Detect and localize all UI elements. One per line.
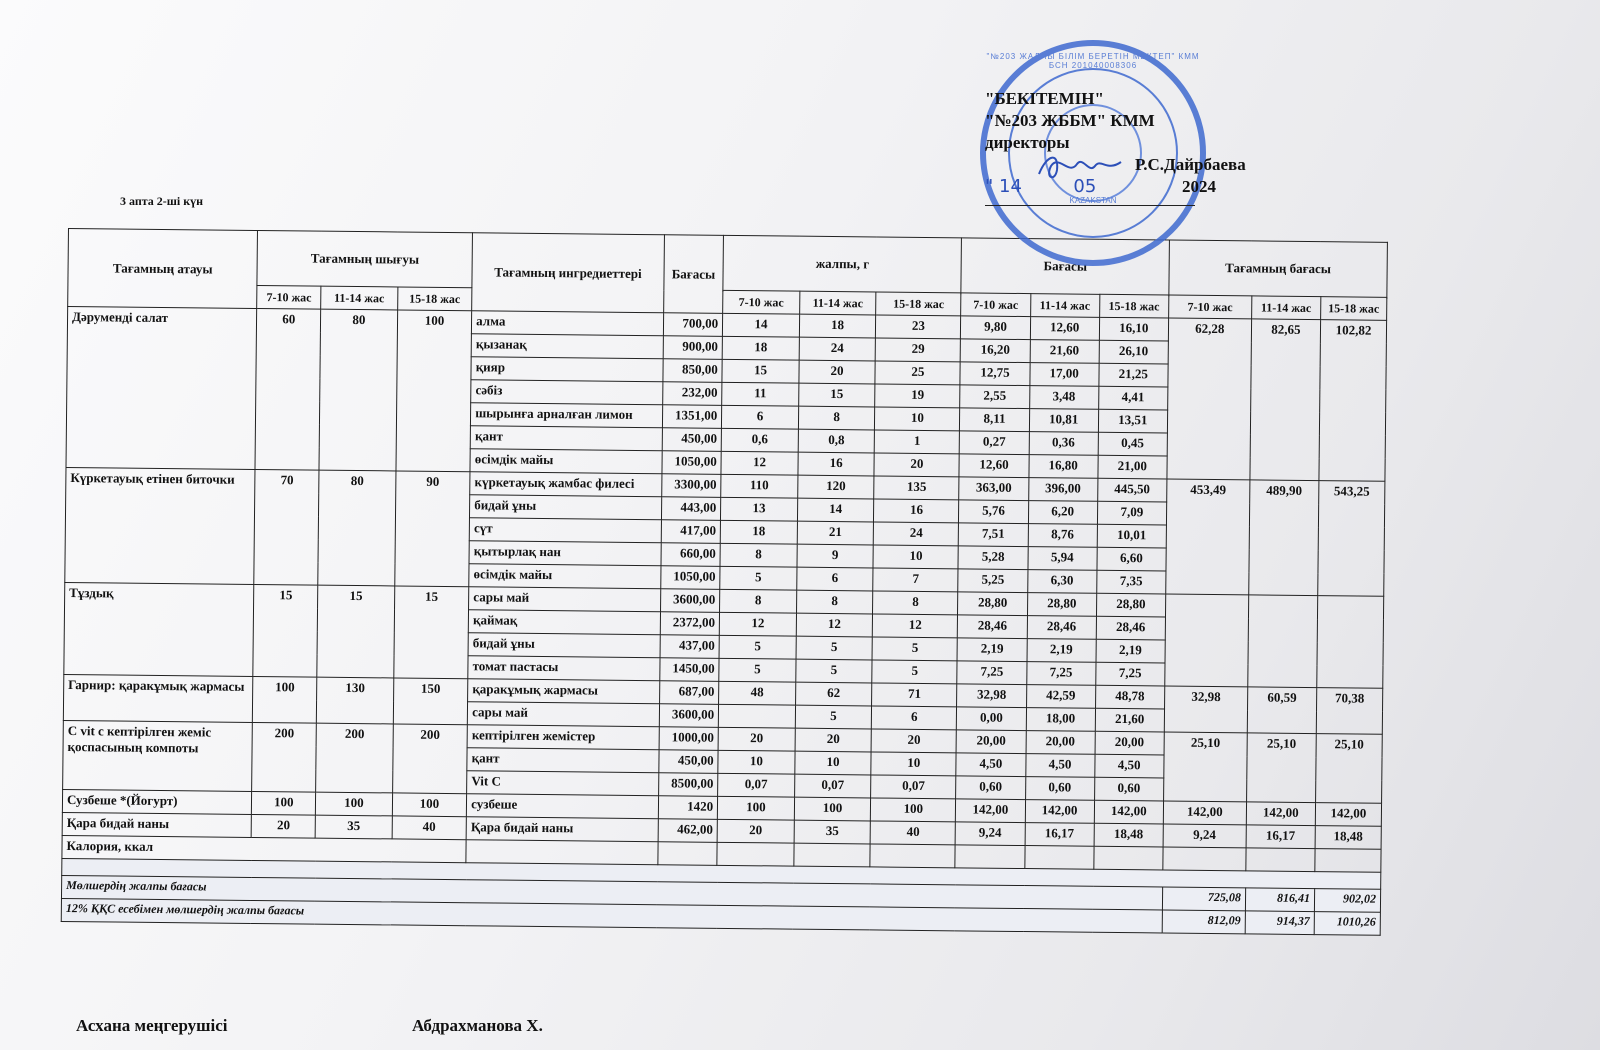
ingredient-grams: 5 xyxy=(719,658,796,682)
ingredient-cost: 8,11 xyxy=(960,408,1029,432)
ingredient-grams: 5 xyxy=(796,659,873,683)
menu-table-body xyxy=(62,307,1386,850)
calories-cell xyxy=(955,845,1024,869)
dish-name: С vit с кептірілген жеміс қоспасының компоты xyxy=(63,720,253,791)
header-dish-name: Тағамның атауы xyxy=(68,229,258,309)
ingredient-cost: 18,48 xyxy=(1094,823,1163,847)
ingredient-grams: 29 xyxy=(875,338,960,362)
date-underline xyxy=(985,205,1195,206)
ingredient-price: 700,00 xyxy=(663,313,723,337)
dish-name: Сузбеше *(Йогурт) xyxy=(62,789,252,814)
ingredient-grams: 9 xyxy=(797,544,874,568)
calories-cell xyxy=(1246,848,1315,872)
ingredient-grams: 18 xyxy=(722,336,799,360)
ingredient-cost: 6,60 xyxy=(1097,547,1166,571)
dish-yield: 100 xyxy=(396,310,472,472)
ingredient-cost: 28,46 xyxy=(1096,616,1165,640)
ingredient-name: қант xyxy=(467,748,659,773)
ingredient-cost: 12,60 xyxy=(959,454,1028,478)
ingredient-grams: 23 xyxy=(876,315,961,339)
ingredient-grams: 5 xyxy=(719,635,796,659)
ingredient-grams: 62 xyxy=(795,682,872,706)
ingredient-price: 3300,00 xyxy=(661,474,721,498)
ingredient-price: 450,00 xyxy=(658,750,718,774)
header-g-age2: 11-14 жас xyxy=(799,291,876,315)
dish-cost: 70,38 xyxy=(1316,688,1383,735)
approval-date xyxy=(985,176,1096,197)
ingredient-grams: 14 xyxy=(797,498,874,522)
calories-cell xyxy=(466,840,658,865)
ingredient-cost: 6,20 xyxy=(1028,501,1097,525)
ingredient-cost: 26,10 xyxy=(1099,340,1168,364)
ingredient-price: 1050,00 xyxy=(660,566,720,590)
header-ingredients: Тағамның ингредиеттері xyxy=(472,233,664,313)
ingredient-price: 850,00 xyxy=(663,359,723,383)
ingredient-name: қияр xyxy=(471,357,663,382)
ingredient-grams: 0,07 xyxy=(718,773,795,797)
ingredient-grams: 15 xyxy=(722,359,799,383)
ingredient-grams: 10 xyxy=(795,751,872,775)
signoff-role: Асхана меңгерушісі xyxy=(76,1016,228,1035)
ingredient-grams: 120 xyxy=(797,475,874,499)
ingredient-cost: 396,00 xyxy=(1028,478,1097,502)
dish-yield: 80 xyxy=(319,309,397,471)
ingredient-grams: 8 xyxy=(720,543,797,567)
ingredient-price: 417,00 xyxy=(661,520,721,544)
week-day-label: 3 апта 2-ші күн xyxy=(120,194,204,208)
dish-yield: 200 xyxy=(392,724,467,794)
ingredient-cost: 7,51 xyxy=(959,523,1028,547)
ingredient-price: 900,00 xyxy=(663,336,723,360)
approval-line-2: "№203 ЖББМ" КММ xyxy=(985,111,1155,130)
ingredient-cost: 16,17 xyxy=(1025,823,1094,847)
vat-total-age2: 914,37 xyxy=(1245,911,1314,935)
dish-yield: 15 xyxy=(317,585,395,678)
dish-cost: 25,10 xyxy=(1316,734,1383,804)
ingredient-cost: 28,46 xyxy=(1027,616,1096,640)
ingredient-name: томат пастасы xyxy=(468,656,660,681)
ingredient-price: 443,00 xyxy=(661,497,721,521)
ingredient-grams: 1 xyxy=(875,430,960,454)
ingredient-grams: 21 xyxy=(797,521,874,545)
calories-cell xyxy=(794,843,871,867)
ingredient-price: 1000,00 xyxy=(659,727,719,751)
ingredient-cost: 7,25 xyxy=(1026,662,1095,686)
ingredient-cost: 7,25 xyxy=(957,661,1026,685)
ingredient-cost: 3,48 xyxy=(1029,386,1098,410)
dish-yield: 15 xyxy=(394,586,469,679)
ingredient-cost: 21,60 xyxy=(1095,708,1164,732)
ingredient-cost: 4,50 xyxy=(956,753,1025,777)
dish-cost: 142,00 xyxy=(1246,802,1315,826)
ingredient-price: 450,00 xyxy=(662,428,722,452)
ingredient-grams: 5 xyxy=(795,705,872,729)
ingredient-name: сары май xyxy=(467,702,659,727)
ingredient-name: сәбіз xyxy=(471,380,663,405)
ingredient-grams: 110 xyxy=(721,474,798,498)
dish-yield: 15 xyxy=(253,584,318,677)
ingredient-cost: 142,00 xyxy=(1094,800,1163,824)
ingredient-cost: 0,36 xyxy=(1029,432,1098,456)
ingredient-grams: 20 xyxy=(717,819,794,843)
dish-cost: 25,10 xyxy=(1246,733,1316,803)
date-day: 14 xyxy=(999,176,1022,197)
dish-yield: 100 xyxy=(253,676,317,723)
dish-yield: 100 xyxy=(316,792,393,816)
ingredient-cost: 16,20 xyxy=(961,339,1030,363)
ingredient-name: бидай ұны xyxy=(470,495,662,520)
ingredient-cost: 2,55 xyxy=(960,385,1029,409)
ingredient-price: 8500,00 xyxy=(658,773,718,797)
ingredient-price: 687,00 xyxy=(659,681,719,705)
ingredient-grams: 7 xyxy=(873,568,958,592)
approval-line-3: директоры xyxy=(985,133,1070,152)
ingredient-grams: 5 xyxy=(796,636,873,660)
ingredient-cost: 5,28 xyxy=(958,546,1027,570)
ingredient-cost: 18,00 xyxy=(1026,708,1095,732)
ingredient-grams: 12 xyxy=(796,613,873,637)
ingredient-grams: 25 xyxy=(875,361,960,385)
ingredient-name: қаймақ xyxy=(468,610,660,635)
ingredient-cost: 4,50 xyxy=(1025,754,1094,778)
ingredient-grams: 100 xyxy=(871,798,956,822)
dish-name: Дәрумендi салат xyxy=(66,307,257,470)
dish-cost: 32,98 xyxy=(1164,686,1247,733)
ingredient-cost: 20,00 xyxy=(1026,731,1095,755)
ingredient-cost: 142,00 xyxy=(1025,800,1094,824)
ingredient-cost: 13,51 xyxy=(1098,409,1167,433)
calories-cell xyxy=(1024,846,1093,870)
ingredient-grams: 24 xyxy=(799,337,876,361)
ingredient-cost: 42,59 xyxy=(1026,685,1095,709)
ingredient-cost: 5,76 xyxy=(959,500,1028,524)
ingredient-price: 1351,00 xyxy=(662,405,722,429)
ingredient-cost: 7,35 xyxy=(1096,570,1165,594)
ingredient-cost: 0,60 xyxy=(956,776,1025,800)
ingredient-cost: 0,00 xyxy=(957,707,1026,731)
dish-name: Гарнир: қаракұмық жармасы xyxy=(63,674,253,722)
ingredient-name: бидай ұны xyxy=(468,633,660,658)
ingredient-price: 660,00 xyxy=(661,543,721,567)
dish-yield: 90 xyxy=(394,471,470,587)
dish-name: Тұздық xyxy=(64,582,254,676)
ingredient-name: Қара бидай наны xyxy=(466,817,658,842)
header-price: Бағасы xyxy=(663,235,723,314)
ingredient-grams: 40 xyxy=(870,821,955,845)
ingredient-grams: 0,6 xyxy=(721,428,798,452)
ingredient-cost: 28,46 xyxy=(958,615,1027,639)
ingredient-cost: 2,19 xyxy=(1096,639,1165,663)
dish-yield: 35 xyxy=(315,815,392,839)
dish-yield: 80 xyxy=(318,470,396,586)
dish-cost: 142,00 xyxy=(1163,801,1246,825)
dish-yield: 70 xyxy=(254,469,319,585)
ingredient-price: 3600,00 xyxy=(659,704,719,728)
header-cost-age3: 15-18 жас xyxy=(1099,294,1168,318)
dish-cost: 489,90 xyxy=(1249,480,1319,596)
ingredient-grams: 0,07 xyxy=(794,774,871,798)
dish-cost: 543,25 xyxy=(1318,481,1385,597)
ingredient-price: 437,00 xyxy=(660,635,720,659)
ingredient-cost: 10,01 xyxy=(1097,524,1166,548)
ingredient-name: сары май xyxy=(469,587,661,612)
ingredient-grams: 135 xyxy=(874,476,959,500)
ingredient-grams: 71 xyxy=(872,683,957,707)
ingredient-cost: 28,80 xyxy=(1096,593,1165,617)
ingredient-grams: 6 xyxy=(722,405,799,429)
ingredient-name: қант xyxy=(470,426,662,451)
vat-total-age3: 1010,26 xyxy=(1314,912,1380,936)
ingredient-name: қытырлақ нан xyxy=(469,541,661,566)
ingredient-grams: 10 xyxy=(875,407,960,431)
ingredient-cost: 21,25 xyxy=(1099,363,1168,387)
ingredient-grams: 5 xyxy=(872,660,957,684)
ingredient-cost: 0,60 xyxy=(1094,777,1163,801)
vat-total-label: 12% ҚҚС есебімен мөлшердің жалпы бағасы xyxy=(61,898,1162,933)
dish-yield: 100 xyxy=(252,791,316,815)
ingredient-grams: 18 xyxy=(799,314,876,338)
ingredient-grams: 0,07 xyxy=(871,775,956,799)
header-dishcost-age3: 15-18 жас xyxy=(1321,297,1387,321)
header-cost-age1: 7-10 жас xyxy=(961,293,1030,317)
header-g-age3: 15-18 жас xyxy=(876,292,961,316)
ingredient-price: 232,00 xyxy=(662,382,722,406)
ingredient-cost: 8,76 xyxy=(1028,524,1097,548)
ingredient-grams: 12 xyxy=(873,614,958,638)
ingredient-name: Vit C xyxy=(467,771,659,796)
ingredient-name: сузбеше xyxy=(467,794,659,819)
ingredient-grams: 20 xyxy=(871,729,956,753)
ingredient-cost: 0,27 xyxy=(960,431,1029,455)
ingredient-cost: 2,19 xyxy=(1027,639,1096,663)
stamp-center-text: KAZAKSTAN xyxy=(1069,196,1117,205)
date-month: 05 xyxy=(1073,176,1097,197)
vat-total-age1: 812,09 xyxy=(1162,910,1245,934)
ingredient-name: қызанақ xyxy=(471,334,663,359)
dish-yield: 150 xyxy=(393,678,468,725)
ingredient-grams: 12 xyxy=(721,451,798,475)
ingredient-grams: 8 xyxy=(798,406,875,430)
ingredient-grams: 10 xyxy=(718,750,795,774)
signoff-name: Абдрахманова Х. xyxy=(412,1016,543,1035)
ingredient-grams: 5 xyxy=(872,637,957,661)
ingredient-grams: 8 xyxy=(873,591,958,615)
header-cost-age2: 11-14 жас xyxy=(1030,294,1099,318)
dish-name: Қара бидай наны xyxy=(62,812,252,837)
dish-name: Күркетауық етінен биточки xyxy=(65,467,256,584)
dish-cost: 82,65 xyxy=(1250,319,1321,481)
header-dishcost-age2: 11-14 жас xyxy=(1251,296,1320,320)
director-name: Р.С.Дайрбаева xyxy=(1135,155,1246,174)
dish-cost: 62,28 xyxy=(1167,318,1252,480)
calories-cell xyxy=(1315,849,1381,873)
ingredient-grams: 16 xyxy=(798,452,875,476)
ingredient-price: 1450,00 xyxy=(659,658,719,682)
dish-cost xyxy=(1165,594,1249,687)
ingredient-cost: 12,75 xyxy=(960,362,1029,386)
ingredient-cost: 17,00 xyxy=(1029,363,1098,387)
ingredient-cost: 32,98 xyxy=(957,684,1026,708)
calories-cell xyxy=(1094,846,1163,870)
ingredient-name: алма xyxy=(472,311,664,336)
dish-cost xyxy=(1248,595,1318,688)
menu-table xyxy=(61,228,1388,936)
ingredient-name: кептірілген жемістер xyxy=(467,725,659,750)
dish-cost: 16,17 xyxy=(1246,825,1315,849)
ingredient-grams: 8 xyxy=(796,590,873,614)
ingredient-cost: 363,00 xyxy=(959,477,1028,501)
ingredient-name: қаракұмық жармасы xyxy=(468,679,660,704)
ingredient-grams: 20 xyxy=(718,727,795,751)
ingredient-cost: 48,78 xyxy=(1095,685,1164,709)
ingredient-cost: 20,00 xyxy=(956,730,1025,754)
calories-label: Калория, ккал xyxy=(62,835,466,862)
approval-line-1: "БЕКІТЕМІН" xyxy=(985,89,1104,108)
ingredient-price: 462,00 xyxy=(658,819,718,843)
ingredient-cost: 6,30 xyxy=(1027,570,1096,594)
ingredient-grams xyxy=(718,704,795,728)
header-dishcost-age1: 7-10 жас xyxy=(1168,295,1251,319)
ingredient-cost: 0,45 xyxy=(1098,432,1167,456)
ingredient-grams: 20 xyxy=(874,453,959,477)
ingredient-cost: 5,25 xyxy=(958,569,1027,593)
calories-cell xyxy=(1163,847,1246,871)
dish-yield: 130 xyxy=(316,677,393,724)
approval-year: 2024 xyxy=(1182,177,1216,196)
dish-cost: 142,00 xyxy=(1315,803,1381,827)
ingredient-cost: 142,00 xyxy=(956,799,1025,823)
ingredient-cost: 10,81 xyxy=(1029,409,1098,433)
ingredient-grams: 8 xyxy=(720,589,797,613)
ingredient-price: 3600,00 xyxy=(660,589,720,613)
ingredient-grams: 35 xyxy=(794,820,871,844)
ingredient-grams: 10 xyxy=(871,752,956,776)
ingredient-price: 1420 xyxy=(658,796,718,820)
dish-yield: 100 xyxy=(392,793,467,817)
dish-yield: 60 xyxy=(255,308,320,470)
dish-yield: 200 xyxy=(252,722,317,792)
ingredient-cost: 9,80 xyxy=(961,316,1030,340)
ingredient-grams: 11 xyxy=(722,382,799,406)
ingredient-cost: 7,25 xyxy=(1095,662,1164,686)
header-yield-age2: 11-14 жас xyxy=(321,286,398,310)
ingredient-grams: 0,8 xyxy=(798,429,875,453)
ingredient-price: 1050,00 xyxy=(662,451,722,475)
ingredient-name: күркетауық жамбас филесі xyxy=(470,472,662,497)
dish-cost: 18,48 xyxy=(1315,826,1381,850)
ingredient-grams: 100 xyxy=(718,796,795,820)
ingredient-cost: 20,00 xyxy=(1095,731,1164,755)
ingredient-grams: 13 xyxy=(721,497,798,521)
ingredient-cost: 16,10 xyxy=(1099,317,1168,341)
ingredient-cost: 5,94 xyxy=(1028,547,1097,571)
dish-cost: 25,10 xyxy=(1163,732,1247,802)
ingredient-cost: 2,19 xyxy=(957,638,1026,662)
header-dish-cost: Тағамның бағасы xyxy=(1169,240,1388,297)
header-cost: Бағасы xyxy=(961,238,1169,295)
ingredient-grams: 5 xyxy=(720,566,797,590)
calories-cell xyxy=(870,844,955,868)
dish-cost: 60,59 xyxy=(1247,687,1317,734)
date-quote-open: " xyxy=(985,176,994,197)
ingredient-grams: 14 xyxy=(723,313,800,337)
ingredient-grams: 100 xyxy=(794,797,871,821)
ingredient-grams: 18 xyxy=(720,520,797,544)
ingredient-cost: 445,50 xyxy=(1097,478,1166,502)
ingredient-name: сүт xyxy=(469,518,661,543)
ingredient-name: өсімдік майы xyxy=(469,564,661,589)
total-age3: 902,02 xyxy=(1314,889,1380,913)
ingredient-cost: 4,41 xyxy=(1098,386,1167,410)
ingredient-grams: 20 xyxy=(799,360,876,384)
header-yield-age3: 15-18 жас xyxy=(397,287,472,311)
ingredient-grams: 20 xyxy=(795,728,872,752)
ingredient-grams: 16 xyxy=(874,499,959,523)
dish-cost xyxy=(1317,596,1384,689)
header-g-age1: 7-10 жас xyxy=(723,290,800,314)
total-label: Мөлшердің жалпы бағасы xyxy=(61,875,1162,910)
ingredient-cost: 4,50 xyxy=(1095,754,1164,778)
dish-yield: 200 xyxy=(316,723,393,793)
ingredient-grams: 10 xyxy=(873,545,958,569)
total-age2: 816,41 xyxy=(1245,888,1314,912)
dish-cost: 102,82 xyxy=(1319,320,1387,482)
ingredient-grams: 6 xyxy=(797,567,874,591)
ingredient-cost: 12,60 xyxy=(1030,317,1099,341)
ingredient-price: 2372,00 xyxy=(660,612,720,636)
ingredient-name: өсімдік майы xyxy=(470,449,662,474)
ingredient-cost: 16,80 xyxy=(1029,455,1098,479)
ingredient-cost: 21,60 xyxy=(1030,340,1099,364)
ingredient-cost: 9,24 xyxy=(956,822,1025,846)
header-yield-age1: 7-10 жас xyxy=(257,285,321,309)
dish-yield: 40 xyxy=(392,816,467,840)
calories-cell xyxy=(657,842,717,866)
ingredient-cost: 28,80 xyxy=(958,592,1027,616)
ingredient-cost: 21,00 xyxy=(1098,455,1167,479)
dish-yield: 20 xyxy=(251,814,315,838)
ingredient-grams: 19 xyxy=(875,384,960,408)
total-age1: 725,08 xyxy=(1162,887,1245,911)
calories-cell xyxy=(717,842,794,866)
header-dish-yield: Тағамның шығуы xyxy=(257,230,472,287)
ingredient-grams: 24 xyxy=(874,522,959,546)
ingredient-name: шырынға арналған лимон xyxy=(471,403,663,428)
stamp-ring-text: "№203 ЖАЛПЫ БІЛІМ БЕРЕТІН МЕКТЕП" КММ БСН 201040008306 xyxy=(986,52,1200,70)
ingredient-grams: 6 xyxy=(872,706,957,730)
ingredient-grams: 12 xyxy=(719,612,796,636)
ingredient-cost: 0,60 xyxy=(1025,777,1094,801)
header-total-g: жалпы, г xyxy=(723,235,962,292)
ingredient-cost: 28,80 xyxy=(1027,593,1096,617)
dish-cost: 453,49 xyxy=(1166,479,1250,595)
dish-cost: 9,24 xyxy=(1163,824,1246,848)
ingredient-grams: 15 xyxy=(798,383,875,407)
ingredient-grams: 48 xyxy=(719,681,796,705)
ingredient-cost: 7,09 xyxy=(1097,501,1166,525)
menu-table-footer xyxy=(61,835,1381,935)
